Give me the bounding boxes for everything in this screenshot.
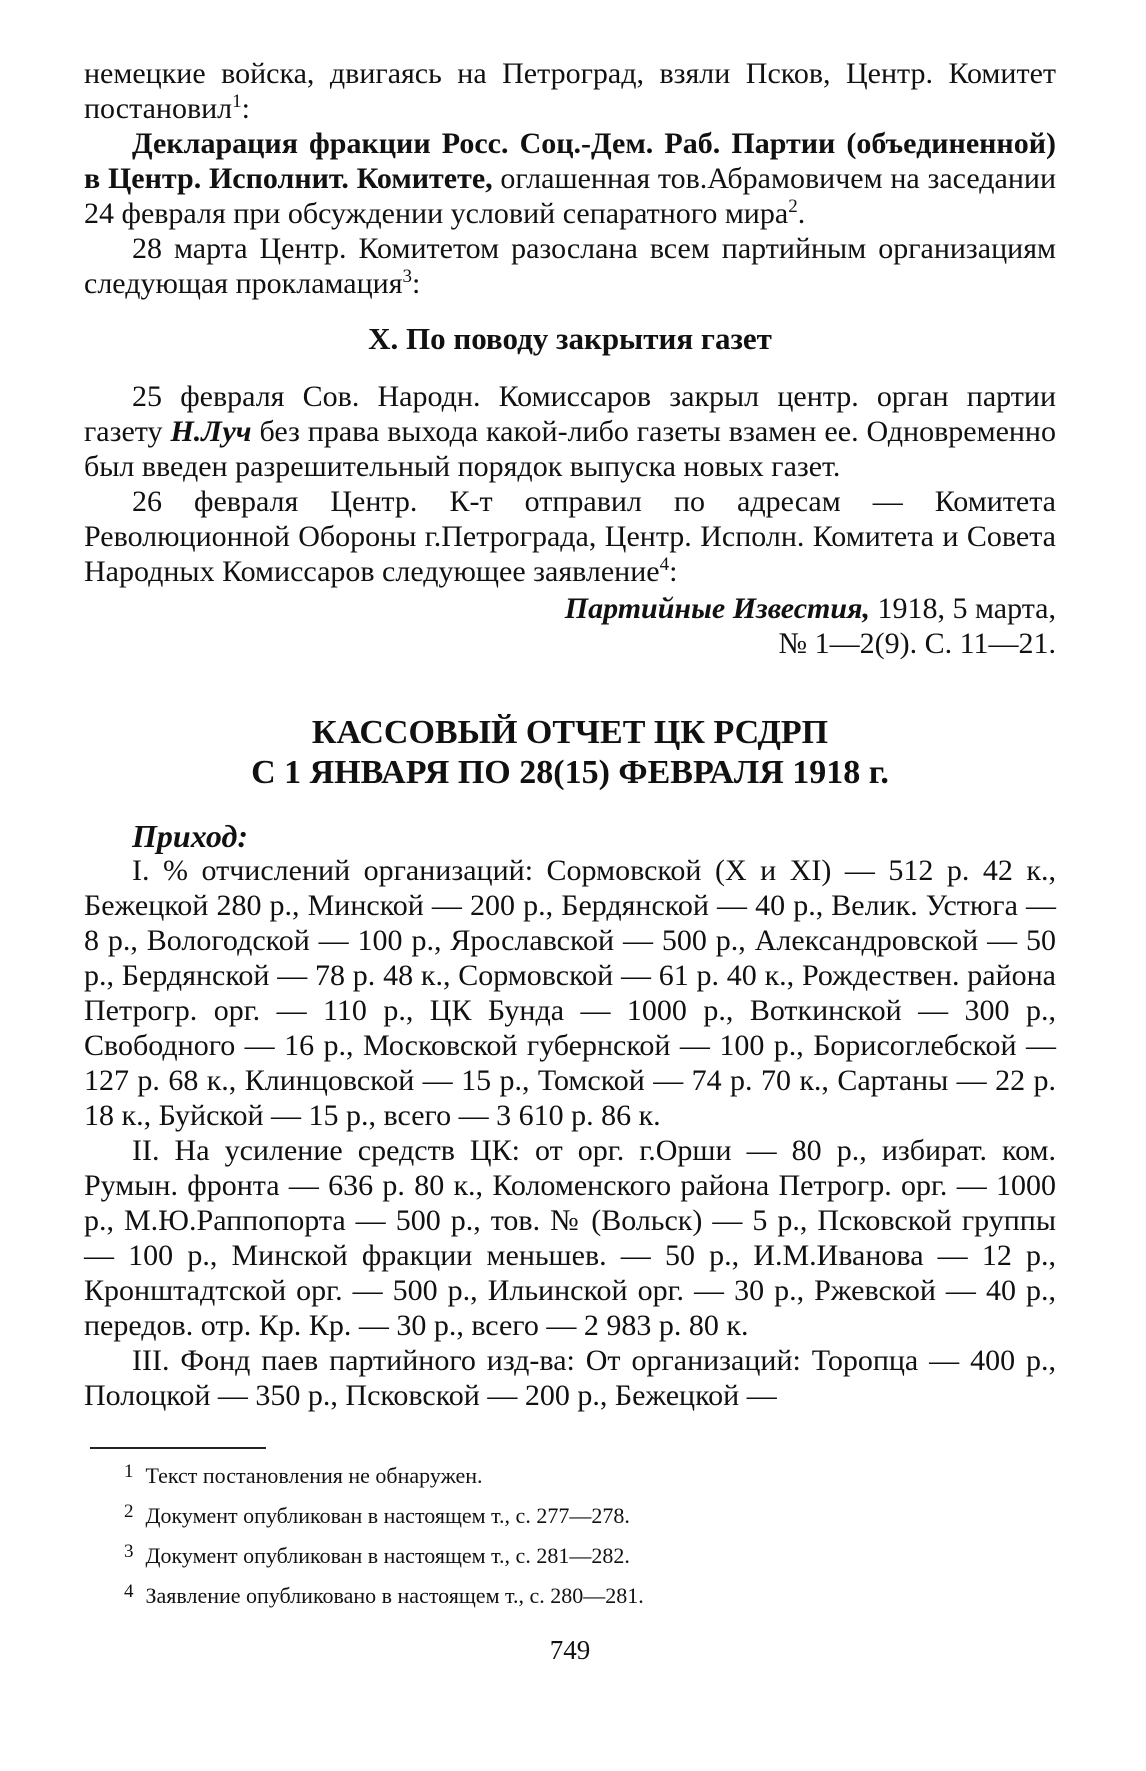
footnote-divider bbox=[90, 1447, 266, 1449]
paragraph-proclamation: 28 марта Центр. Комитетом разослана всем партийным организациям следующая прокламация$^3$: bbox=[84, 232, 1056, 300]
footnote-4: 4 Заявление опубликовано в настоящем т., с. 280—281. bbox=[124, 1581, 644, 1608]
footnote-ref-4: 4 bbox=[659, 554, 670, 575]
footnote-1: 1 Текст постановления не обнаружен. bbox=[124, 1461, 483, 1488]
report-title-line-1: КАССОВЫЙ ОТЧЕТ ЦК РСДРП bbox=[311, 714, 829, 751]
paragraph-newspaper-closure: 25 февраля Сов. Народн. Комиссаров закрыл центр. орган партии газету Н.Луч без права выхода какой-либо газеты взамен ее. Одновременно был введен разрешительный порядок выпуска новых газет. bbox=[84, 380, 1056, 483]
page-number: 749 bbox=[549, 1635, 591, 1665]
footnote-ref-1: 1 bbox=[232, 91, 242, 112]
footnote-ref-3: 3 bbox=[402, 266, 413, 287]
footnote-ref-2: 2 bbox=[788, 196, 798, 217]
section-heading: X. По поводу закрытия газет bbox=[368, 321, 772, 356]
income-item-3: III. Фонд паев партийного изд-ва: От организаций: Торопца — 400 р., Полоцкой — 350 р., Псковской — 200 р., Бежецкой — bbox=[84, 1344, 1056, 1412]
income-item-2: II. На усиление средств ЦК: от орг. г.Орши — 80 р., избират. ком. Румын. фронта — 636 р. 80 к., Коломенского района Петрогр. орг. — 1000 р., М.Ю.Раппопорта — 500 р., тов. № (Вольск) — 5 р., Псковской группы — 100 р., Минской фракции меньшев. — 50 р., И.М.Иванова — 12 р., Кронштадтской орг. — 500 р., Ильинской орг. — 30 р., Ржевской — 40 р., передов. отр. Кр. Кр. — 30 р., всего — 2 983 р. 80 к. bbox=[84, 1134, 1056, 1342]
newspaper-name: Н.Луч bbox=[170, 415, 252, 448]
source-citation: Партийные Известия, 1918, 5 марта, № 1—2(9). С. 11—21. bbox=[564, 592, 1056, 660]
book-page bbox=[84, 56, 1056, 1666]
income-label: Приход: bbox=[132, 818, 248, 854]
report-title bbox=[84, 713, 1056, 793]
paragraph-statement: 26 февраля Центр. К-т отправил по адресам — Комитета Революционной Обороны г.Петрограда, Центр. Исполн. Комитета и Совета Народных Комиссаров следующее заявление$^4$: bbox=[84, 485, 1056, 588]
declaration-title: Декларация фракции Росс. Соц.-Дем. Раб. Партии (объединенной) в Центр. Исполнит. Комитете, bbox=[84, 127, 1056, 195]
source-title: Партийные Известия, bbox=[564, 592, 870, 625]
footnote-3: 3 Документ опубликован в настоящем т., с. 281—282. bbox=[124, 1541, 630, 1568]
paragraph-declaration: Декларация фракции Росс. Соц.-Дем. Раб. Партии (объединенной) в Центр. Исполнит. Комитете, оглашенная тов.Абрамовичем на заседании 24 февраля при обсуждении условий сепаратного мира$^2$. bbox=[84, 127, 1056, 230]
income-item-1: I. % отчислений организаций: Сормовской (X и XI) — 512 р. 42 к., Бежецкой 280 р., Минской — 200 р., Бердянской — 40 р., Велик. Устюга — 8 р., Вологодской — 100 р., Ярославской — 500 р., Александровской — 50 р., Бердянской — 78 р. 48 к., Сормовской — 61 р. 40 к., Рождествен. района Петрогр. орг. — 110 р., ЦК Бунда — 1000 р., Воткинской — 300 р., Свободного — 16 р., Московской губернской — 100 р., Борисоглебской — 127 р. 68 к., Клинцовской — 15 р., Томской — 74 р. 70 к., Сартаны — 22 р. 18 к., Буйской — 15 р., всего — 3 610 р. 86 к. bbox=[84, 854, 1056, 1132]
paragraph-central-committee-resolution: немецкие войска, двигаясь на Петроград, взяли Псков, Центр. Комитет постановил$^1$: bbox=[84, 57, 1056, 125]
report-title-line-2: С 1 ЯНВАРЯ ПО 28(15) ФЕВРАЛЯ 1918 г. bbox=[251, 754, 889, 791]
footnote-2: 2 Документ опубликован в настоящем т., с. 277—278. bbox=[124, 1501, 630, 1528]
